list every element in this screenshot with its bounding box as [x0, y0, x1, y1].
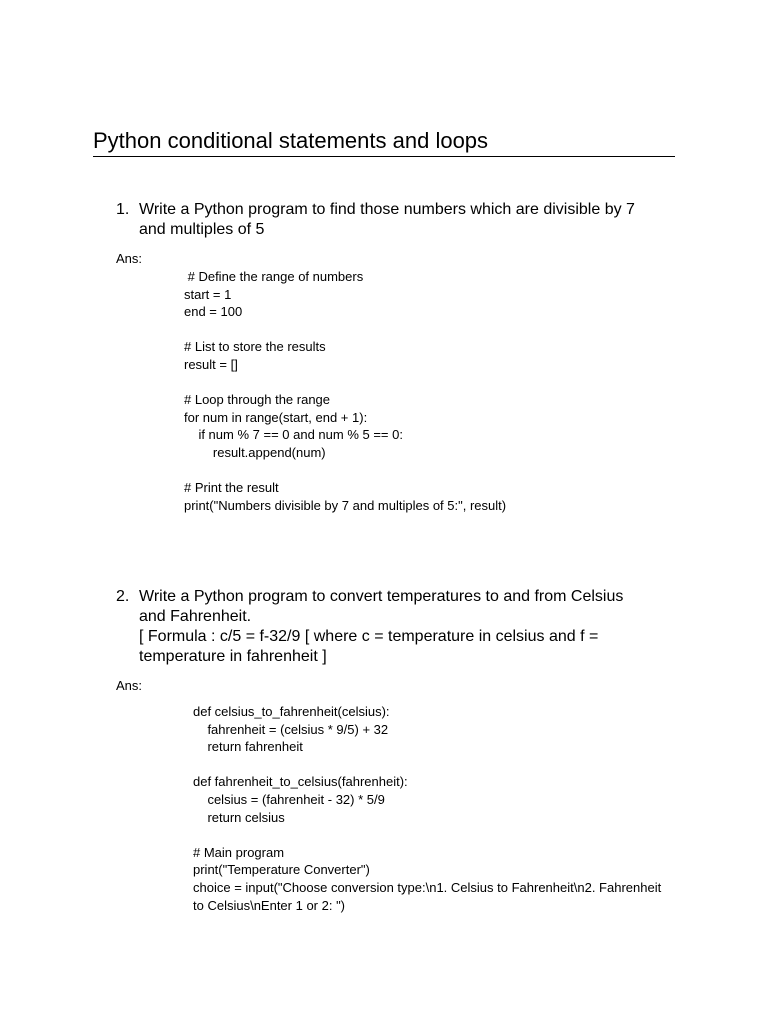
question-2-answer-label: Ans:	[116, 678, 143, 693]
code-line	[193, 826, 661, 844]
code-line	[184, 374, 506, 392]
question-2-line: Write a Python program to convert temperatures to and from Celsius	[139, 588, 624, 605]
code-line: # List to store the results	[184, 339, 326, 355]
page-title: Python conditional statements and loops	[93, 128, 489, 153]
code-line: # Define the range of numbers	[184, 269, 364, 284]
code-line: result.append(num)	[184, 444, 326, 460]
question-1-line: and multiples of 5	[139, 221, 265, 238]
code-line: # Print the result	[184, 480, 279, 496]
question-2-number: 2.	[116, 588, 130, 605]
code-line: for num in range(start, end + 1):	[184, 409, 368, 425]
code-line: return celsius	[193, 809, 285, 825]
code-line: return fahrenheit	[193, 739, 303, 755]
code-line	[184, 321, 506, 339]
question-2-line: and Fahrenheit.	[139, 608, 252, 625]
code-line: if num % 7 == 0 and num % 5 == 0:	[184, 427, 403, 443]
code-line: def fahrenheit_to_celsius(fahrenheit):	[193, 774, 408, 790]
code-line: def celsius_to_fahrenheit(celsius):	[193, 704, 390, 719]
question-1-answer-label: Ans:	[116, 251, 143, 266]
code-line: choice = input("Choose conversion type:\n1. Celsius to Fahrenheit\n2. Fahrenheit	[193, 879, 662, 895]
code-line: print("Temperature Converter")	[193, 862, 370, 878]
question-1-text	[139, 200, 635, 240]
code-line: start = 1	[184, 286, 232, 302]
question-1-line: Write a Python program to find those numbers which are divisible by 7	[139, 201, 635, 218]
question-1-code-block	[184, 268, 506, 514]
title-underline	[93, 156, 675, 157]
question-2-code-block	[193, 703, 661, 914]
code-line: print("Numbers divisible by 7 and multiples of 5:", result)	[184, 497, 507, 513]
code-line: end = 100	[184, 304, 243, 320]
question-2-line: temperature in fahrenheit ]	[139, 648, 327, 665]
question-2-text	[139, 587, 623, 667]
code-line: fahrenheit = (celsius * 9/5) + 32	[193, 721, 389, 737]
code-line	[193, 756, 661, 774]
code-line	[184, 462, 506, 480]
code-line: result = []	[184, 356, 238, 372]
code-line: # Main program	[193, 844, 285, 860]
code-line: # Loop through the range	[184, 392, 331, 408]
code-line: to Celsius\nEnter 1 or 2: ")	[193, 897, 346, 913]
question-2-line: [ Formula : c/5 = f-32/9 [ where c = temperature in celsius and f =	[139, 628, 599, 645]
question-1-number: 1.	[116, 201, 130, 218]
code-line: celsius = (fahrenheit - 32) * 5/9	[193, 791, 385, 807]
